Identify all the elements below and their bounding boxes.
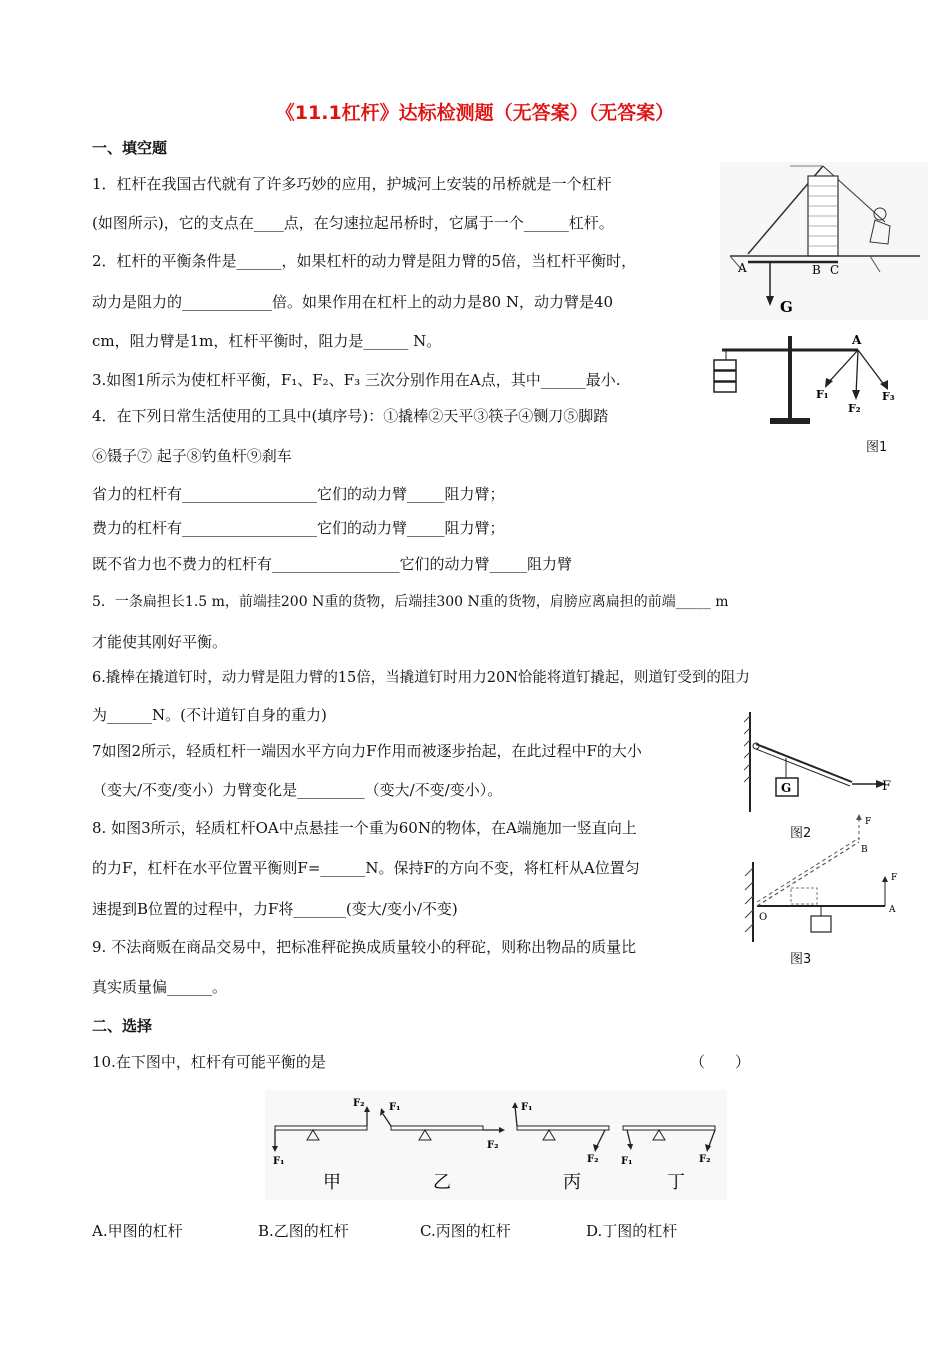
- q10-jia-f2: F₂: [353, 1098, 365, 1109]
- fig3-caption: 图3: [790, 952, 812, 967]
- q10-yi-f1: F₁: [389, 1102, 401, 1113]
- q10-yi-f2: F₂: [487, 1140, 499, 1151]
- fig1-f2: F₂: [848, 402, 861, 415]
- option-d[interactable]: D.丁图的杠杆: [586, 1222, 678, 1240]
- fig3-label-a: A: [889, 905, 896, 915]
- line-13: 才能使其刚好平衡。: [92, 633, 228, 651]
- line-19: 的力F，杠杆在水平位置平衡则F=______N。保持F的方向不变，将杠杆从A位置匀: [92, 859, 640, 877]
- line-10: 费力的杠杆有__________________它们的动力臂_____阻力臂；: [92, 519, 505, 537]
- q10-label-ding: 丁: [667, 1172, 685, 1193]
- line-14: 6.撬棒在撬道钉时，动力臂是阻力臂的15倍，当撬道钉时用力20N恰能将道钉撬起，则道钉受到的阻力: [92, 670, 750, 686]
- line-18: 8. 如图3所示，轻质杠杆OA中点悬挂一个重为60N的物体，在A端施加一竖直向上: [92, 819, 637, 837]
- section-choice: 二、选择: [92, 1017, 153, 1035]
- line-3: 2．杠杆的平衡条件是______，如果杠杆的动力臂是阻力臂的5倍，当杠杆平衡时，: [92, 252, 637, 270]
- fig3-label-b: B: [861, 845, 868, 855]
- figure-2: [740, 712, 900, 812]
- option-b[interactable]: B.乙图的杠杆: [258, 1222, 349, 1240]
- label-c: C: [830, 263, 840, 277]
- answer-paren: （ ）: [690, 1053, 751, 1071]
- drawbridge-figure: [720, 162, 928, 320]
- figure-3: [735, 812, 910, 942]
- q10-bing-f1: F₁: [521, 1102, 533, 1113]
- line-8: ⑥镊子⑦ 起子⑧钓鱼杆⑨刹车: [92, 447, 292, 465]
- fig3-label-f-top: F: [865, 817, 872, 827]
- fig2-label-g: G: [781, 781, 792, 795]
- label-g: G: [780, 298, 793, 316]
- q10-label-jia: 甲: [323, 1172, 341, 1193]
- question-10: 10.在下图中，杠杆有可能平衡的是: [92, 1053, 326, 1071]
- line-11: 既不省力也不费力的杠杆有_________________它们的动力臂_____阻力臂: [92, 555, 573, 573]
- page-title: 《11.1杠杆》达标检测题（无答案）（无答案）: [275, 102, 675, 124]
- fig2-caption: 图2: [790, 826, 812, 841]
- line-12: 5．一条扁担长1.5 m，前端挂200 N重的货物，后端挂300 N重的货物，肩膀应离扁担的前端_____ m: [92, 594, 729, 610]
- line-17: （变大/不变/变小）力臂变化是_________（变大/不变/变小）。: [92, 781, 503, 799]
- q10-figure: [265, 1090, 727, 1200]
- q10-label-bing: 丙: [563, 1172, 581, 1193]
- line-15: 为______N。(不计道钉自身的重力): [92, 706, 327, 724]
- fig3-label-o: O: [759, 912, 768, 923]
- line-4: 动力是阻力的____________倍。如果作用在杠杆上的动力是80 N，动力臂是40: [92, 293, 614, 311]
- label-a: A: [738, 261, 747, 275]
- line-1: 1．杠杆在我国古代就有了许多巧妙的应用，护城河上安装的吊桥就是一个杠杆: [92, 175, 612, 193]
- fig1-f1: F₁: [816, 388, 829, 401]
- section-fill-blank: 一、填空题: [92, 139, 168, 157]
- q10-label-yi: 乙: [433, 1172, 451, 1193]
- figure-1: [710, 328, 910, 438]
- fig1-caption: 图1: [866, 440, 888, 455]
- q10-ding-f1: F₁: [621, 1156, 633, 1167]
- line-2: (如图所示)，它的支点在____点，在匀速拉起吊桥时，它属于一个______杠杆。: [92, 214, 614, 232]
- line-6: 3.如图1所示为使杠杆平衡，F₁、F₂、F₃ 三次分别作用在A点，其中______最小.: [92, 371, 621, 389]
- line-22: 真实质量偏______。: [92, 978, 228, 996]
- line-9: 省力的杠杆有__________________它们的动力臂_____阻力臂；: [92, 485, 505, 503]
- option-a[interactable]: A.甲图的杠杆: [92, 1222, 183, 1240]
- q10-jia-f1: F₁: [273, 1156, 285, 1167]
- fig1-f3: F₃: [882, 390, 895, 403]
- line-21: 9. 不法商贩在商品交易中，把标准秤砣换成质量较小的秤砣，则称出物品的质量比: [92, 938, 637, 956]
- line-5: cm，阻力臂是1m，杠杆平衡时，阻力是______ N。: [92, 332, 442, 350]
- fig2-label-f: F: [882, 779, 892, 794]
- fig3-label-f: F: [891, 873, 898, 883]
- q10-ding-f2: F₂: [699, 1154, 711, 1165]
- fig1-label-a: A: [852, 333, 862, 347]
- line-16: 7如图2所示，轻质杠杆一端因水平方向力F作用而被逐步抬起，在此过程中F的大小: [92, 742, 642, 760]
- q10-bing-f2: F₂: [587, 1154, 599, 1165]
- option-c[interactable]: C.丙图的杠杆: [420, 1222, 511, 1240]
- label-b: B: [812, 263, 821, 277]
- line-7: 4．在下列日常生活使用的工具中(填序号)：①撬棒②天平③筷子④铡刀⑤脚踏: [92, 407, 609, 425]
- line-20: 速提到B位置的过程中，力F将_______(变大/变小/不变): [92, 900, 458, 918]
